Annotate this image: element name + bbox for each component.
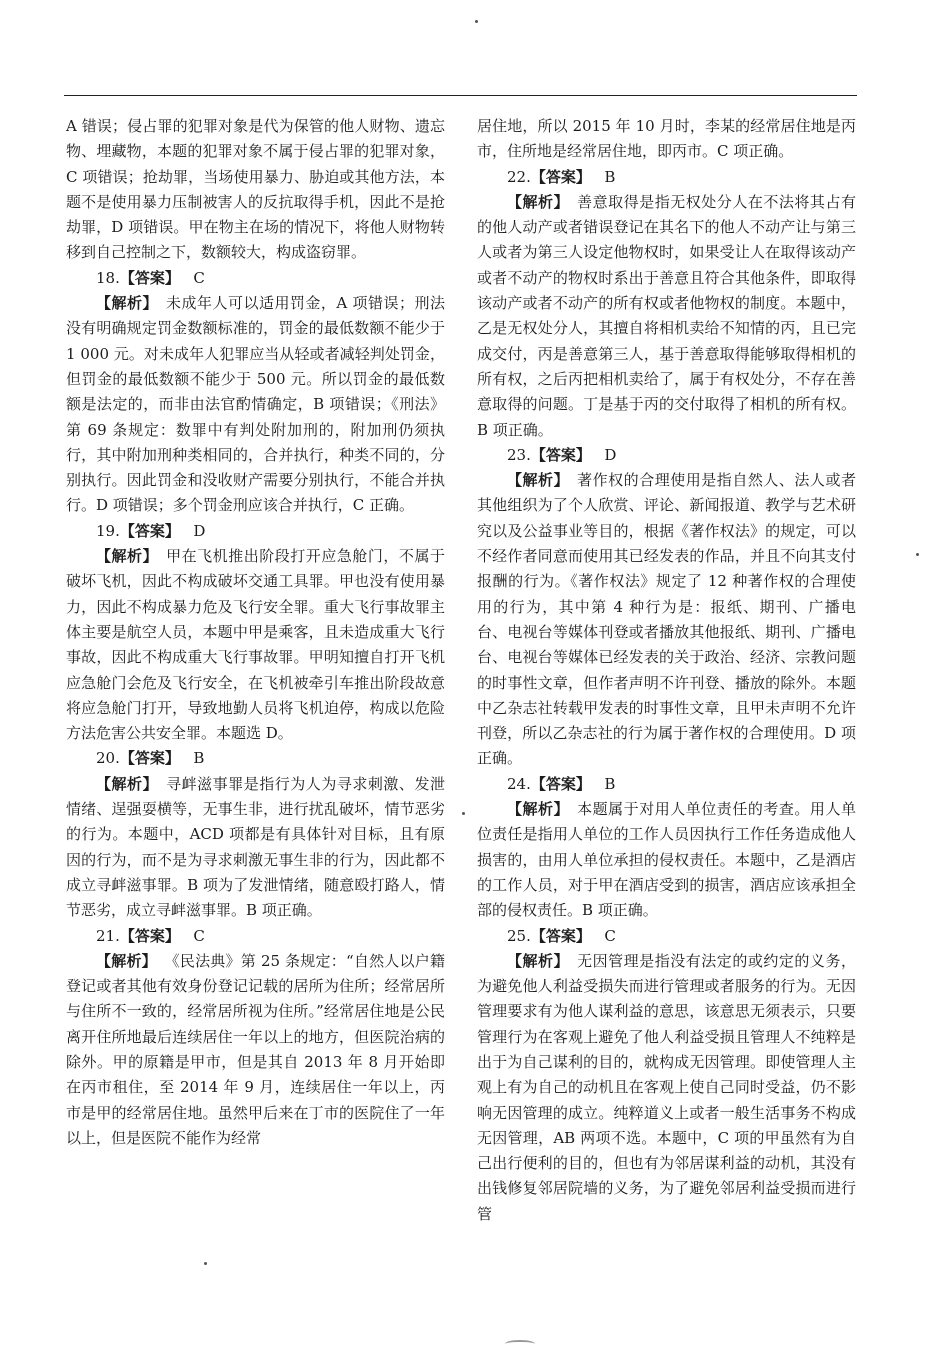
analysis-label: 【解析】 xyxy=(507,192,570,211)
answer-value: C xyxy=(193,268,205,287)
answer-line xyxy=(66,519,445,544)
answer-label: 【答案】 xyxy=(119,749,180,768)
left-column xyxy=(66,114,445,1151)
analysis-label: 【解析】 xyxy=(96,547,159,566)
answer-value: D xyxy=(193,521,206,540)
answer-label: 【答案】 xyxy=(119,268,180,287)
analysis-paragraph xyxy=(66,291,445,519)
analysis-label: 【解析】 xyxy=(507,800,570,819)
scan-speck xyxy=(462,812,465,815)
answer-label: 【答案】 xyxy=(530,926,591,945)
question-number: 22. xyxy=(507,167,531,186)
analysis-label: 【解析】 xyxy=(96,774,159,793)
answer-label: 【答案】 xyxy=(530,445,591,464)
paragraph: A 错误；侵占罪的犯罪对象是代为保管的他人财物、遗忘物、埋藏物，本题的犯罪对象不属于侵占罪的犯罪对象，C 项错误；抢劫罪，当场使用暴力、胁迫或其他方法，本题不是使用暴力压制被害人的反抗取得手机，因此不是抢劫罪，D 项错误。甲在物主在场的情况下，将他人财物转移到自己控制之下，数额较大，构成盗窃罪。 xyxy=(66,117,445,262)
analysis-text: 著作权的合理使用是指自然人、法人或者其他组织为了个人欣赏、评论、新闻报道、教学与艺术研究以及公益事业等目的，根据《著作权法》的规定，可以不经作者同意而使用其已经发表的作品，并且不向其支付报酬的行为。《著作权法》规定了 12 种著作权的合理使用的行为，其中第 4 种行为是：报纸、期刊、广播电台、电视台等媒体刊登或者播放其他报纸、期刊、广播电台、电视台等媒体已经发表的关于政治、经济、宗教问题的时事性文章，但作者声明不许刊登、播放的除外。本题中乙杂志社转载甲发表的时事性文章，且甲未声明不允许刊登，所以乙杂志社的行为属于著作权的合理使用。D 项正确。 xyxy=(477,471,856,768)
answer-line xyxy=(477,165,856,190)
question-number: 23. xyxy=(507,445,531,464)
question-number: 20. xyxy=(96,749,120,768)
answer-line xyxy=(477,772,856,797)
analysis-label: 【解析】 xyxy=(507,471,570,490)
answer-label: 【答案】 xyxy=(530,167,591,186)
answer-line xyxy=(66,746,445,771)
answer-value: B xyxy=(604,774,616,793)
answer-line xyxy=(66,266,445,291)
analysis-paragraph xyxy=(66,949,445,1151)
analysis-paragraph xyxy=(66,772,445,924)
analysis-paragraph xyxy=(477,949,856,1227)
page-bottom-mark xyxy=(505,1340,535,1348)
analysis-paragraph xyxy=(477,190,856,443)
answer-line xyxy=(477,443,856,468)
question-number: 21. xyxy=(96,926,120,945)
analysis-paragraph xyxy=(477,797,856,923)
analysis-paragraph xyxy=(477,468,856,772)
answer-value: C xyxy=(604,926,616,945)
answer-value: D xyxy=(604,445,617,464)
answer-label: 【答案】 xyxy=(530,774,591,793)
analysis-text: 《民法典》第 25 条规定：“自然人以户籍登记或者其他有效身份登记记载的居所为住所；经常居所与住所不一致的，经常居所视为住所。”经常居住地是公民离开住所地最后连续居住一年以上的地方，但医院治病的除外。甲的原籍是甲市，但是其自 2013 年 8 月开始即在丙市租住，至 2014 年 9 月，连续居住一年以上，丙市是甲的经常居住地。虽然甲后来在丁市的医院住了一年以上，但是医院不能作为经常 xyxy=(66,951,445,1147)
analysis-text: 善意取得是指无权处分人在不法将其占有的他人动产或者错误登记在其名下的他人不动产让与第三人或者为第三人设定他物权时，如果受让人在取得该动产或者不动产的物权时系出于善意且符合其他条件，即取得该动产或者不动产的所有权或者他物权的制度。本题中，乙是无权处分人，其擅自将相机卖给不知情的丙，且已完成交付，丙是善意第三人，基于善意取得能够取得相机的所有权，之后丙把相机卖给了，属于有权处分，不存在善意取得的问题。丁是基于丙的交付取得了相机的所有权。B 项正确。 xyxy=(477,192,856,439)
scan-speck xyxy=(475,20,478,23)
answer-value: B xyxy=(193,749,205,768)
question-number: 19. xyxy=(96,521,120,540)
analysis-label: 【解析】 xyxy=(96,294,158,313)
right-column xyxy=(477,114,856,1227)
scan-speck xyxy=(204,1262,207,1265)
analysis-text: 甲在飞机推出阶段打开应急舱门，不属于破坏飞机，因此不构成破坏交通工具罪。甲也没有使用暴力，因此不构成暴力危及飞行安全罪。重大飞行事故罪主体主要是航空人员，本题中甲是乘客，且未造成重大飞行事故，因此不构成重大飞行事故罪。甲明知擅自打开飞机应急舱门会危及飞行安全，在飞机被牵引车推出阶段故意将应急舱门打开，导致地勤人员将飞机迫停，构成以危险方法危害公共安全罪。本题选 D。 xyxy=(66,547,445,743)
question-number: 18. xyxy=(96,268,120,287)
question-number: 24. xyxy=(507,774,531,793)
answer-value: C xyxy=(193,926,205,945)
analysis-label: 【解析】 xyxy=(507,951,570,970)
scan-speck xyxy=(916,553,919,556)
analysis-text: 未成年人可以适用罚金，A 项错误；刑法没有明确规定罚金数额标准的，罚金的最低数额不能少于 1 000 元。对未成年人犯罪应当从轻或者减轻判处罚金，但罚金的最低数额不能少于 500 元。所以罚金的最低数额是法定的，而非由法官酌情确定，B 项错误；《刑法》第 69 条规定：数罪中有判处附加刑的，附加刑仍须执行，其中附加刑种类相同的，合并执行，种类不同的，分别执行。因此罚金和没收财产需要分别执行，不能合并执行。D 项错误；多个罚金刑应该合并执行，C 正确。 xyxy=(66,294,445,515)
analysis-text: 无因管理是指没有法定的或约定的义务，为避免他人利益受损失而进行管理或者服务的行为。无因管理要求有为他人谋利益的意思，该意思无须表示，只要管理行为在客观上避免了他人利益受损且管理人不纯粹是出于为自己谋利的目的，就构成无因管理。即使管理人主观上有为自己的动机且在客观上使自己同时受益，仍不影响无因管理的成立。纯粹道义上或者一般生活事务不构成无因管理，AB 两项不选。本题中，C 项的甲虽然有为自己出行便利的目的，但也有为邻居谋利益的动机，其没有出钱修复邻居院墙的义务，为了避免邻居利益受损而进行管 xyxy=(477,951,856,1223)
paragraph: 居住地，所以 2015 年 10 月时，李某的经常居住地是丙市，住所地是经常居住地，即丙市。C 项正确。 xyxy=(477,117,856,161)
answer-label: 【答案】 xyxy=(119,521,180,540)
analysis-text: 寻衅滋事罪是指行为人为寻求刺激、发泄情绪、逞强耍横等，无事生非，进行扰乱破坏，情节恶劣的行为。本题中，ACD 项都是有具体针对目标，且有原因的行为，而不是为寻求刺激无事生非的行为，因此都不成立寻衅滋事罪。B 项为了发泄情绪，随意殴打路人，情节恶劣，成立寻衅滋事罪。B 项正确。 xyxy=(66,774,445,920)
analysis-text: 本题属于对用人单位责任的考查。用人单位责任是指用人单位的工作人员因执行工作任务造成他人损害的，由用人单位承担的侵权责任。本题中，乙是酒店的工作人员，对于甲在酒店受到的损害，酒店应该承担全部的侵权责任。B 项正确。 xyxy=(477,800,856,920)
answer-label: 【答案】 xyxy=(119,926,180,945)
answer-line xyxy=(66,924,445,949)
header-rule xyxy=(64,95,857,96)
analysis-paragraph xyxy=(66,544,445,746)
question-number: 25. xyxy=(507,926,531,945)
answer-line xyxy=(477,924,856,949)
answer-value: B xyxy=(604,167,616,186)
analysis-label: 【解析】 xyxy=(96,951,157,970)
